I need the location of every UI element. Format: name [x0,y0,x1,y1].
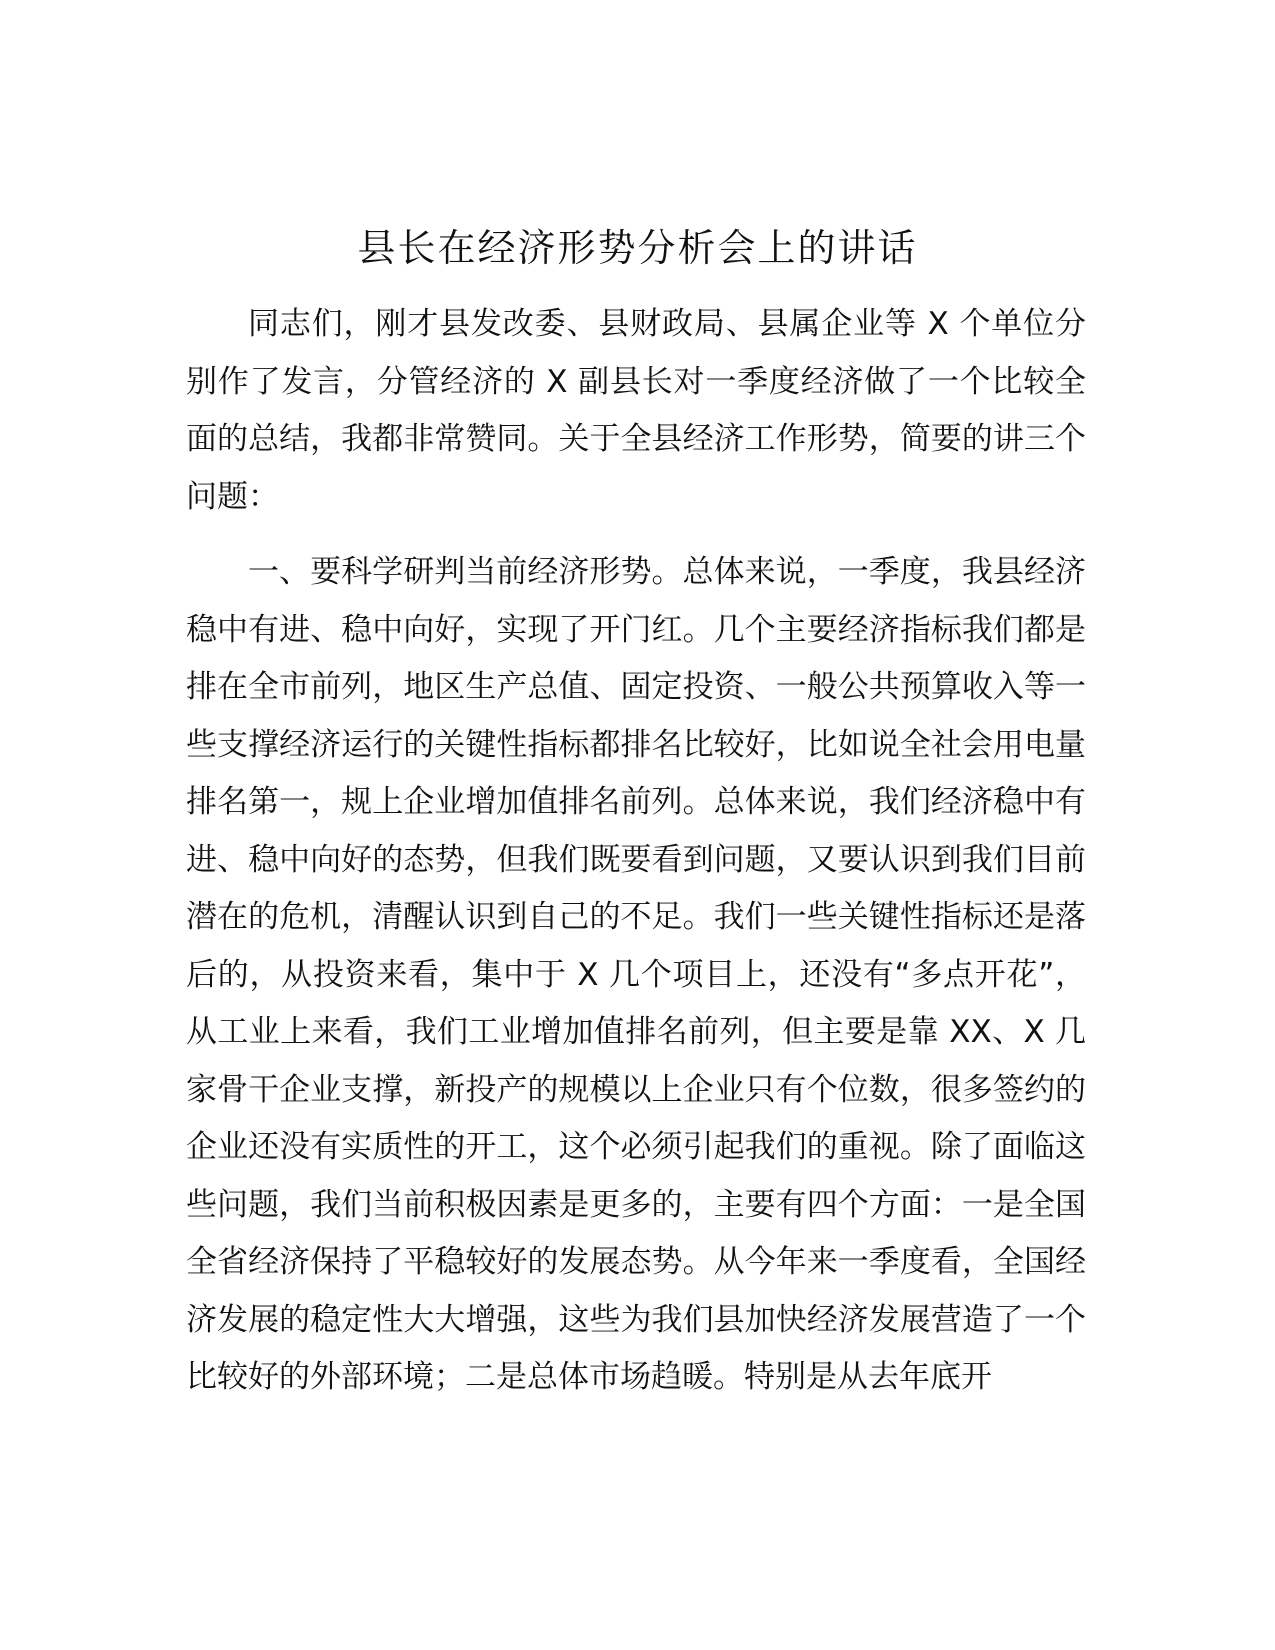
paragraph-opening: 同志们，刚才县发改委、县财政局、县属企业等 X 个单位分别作了发言，分管经济的 X 副县长对一季度经济做了一个比较全面的总结，我都非常赞同。关于全县经济工作形势，简要的讲三个问题： [186,306,1086,515]
paragraph-section-one: 一、要科学研判当前经济形势。总体来说，一季度，我县经济稳中有进、稳中向好，实现了开门红。几个主要经济指标我们都是排在全市前列，地区生产总值、固定投资、一般公共预算收入等一些支撑经济运行的关键性指标都排名比较好，比如说全社会用电量排名第一，规上企业增加值排名前列。总体来说，我们经济稳中有进、稳中向好的态势，但我们既要看到问题，又要认识到我们目前潜在的危机，清醒认识到自己的不足。我们一些关键性指标还是落后的，从投资来看，集中于 X 几个项目上，还没有“多点开花”，从工业上来看，我们工业增加值排名前列，但主要是靠 XX、X 几家骨干企业支撑，新投产的规模以上企业只有个位数，很多签约的企业还没有实质性的开工，这个必须引起我们的重视。除了面临这些问题，我们当前积极因素是更多的，主要有四个方面：一是全国全省经济保持了平稳较好的发展态势。从今年来一季度看，全国经济发展的稳定性大大增强，这些为我们县加快经济发展营造了一个比较好的外部环境；二是总体市场趋暖。特别是从去年底开 [186,554,1086,1395]
document-title: 县长在经济形势分析会上的讲话 [357,226,918,270]
